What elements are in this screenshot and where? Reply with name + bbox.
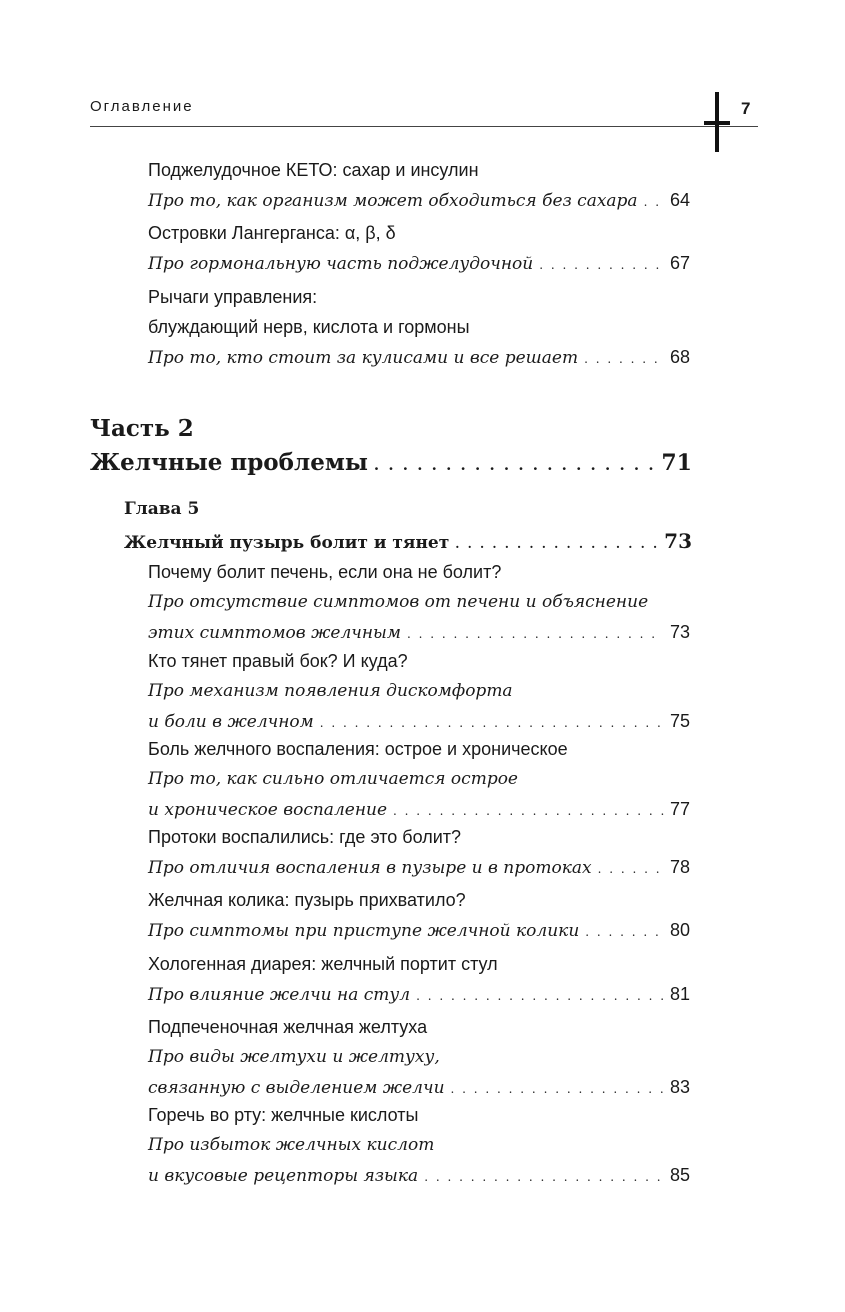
toc-entry-description: Про то, кто стоит за кулисами и все решает xyxy=(148,348,579,368)
toc-entry-title: Подпеченочная желчная желтуха xyxy=(148,1017,428,1037)
toc-entry-title: Протоки воспалились: где это болит? xyxy=(148,827,462,847)
toc-entry-description: Про избыток желчных кислот xyxy=(148,1135,435,1155)
toc-entry-description-line2: этих симптомов желчным xyxy=(148,623,401,643)
toc-entry-page: 73 xyxy=(669,622,690,642)
toc-entry-description: Про то, как организм может обходиться без сахара xyxy=(148,191,638,211)
toc-entry xyxy=(148,822,690,882)
part-page: 71 xyxy=(661,450,692,476)
toc-entry-title-line2: блуждающий нерв, кислота и гормоны xyxy=(148,317,470,337)
header-rule xyxy=(90,126,758,127)
part-heading xyxy=(90,412,692,480)
leader-dots xyxy=(416,980,664,1011)
toc-entry-description-line2: и хроническое воспаление xyxy=(148,800,388,820)
toc-entry-title: Поджелудочное КЕТО: сахар и инсулин xyxy=(148,160,479,180)
toc-entry xyxy=(148,734,690,824)
leader-dots xyxy=(584,343,664,374)
chapter-page: 73 xyxy=(664,529,692,553)
toc-entry xyxy=(148,1012,690,1102)
toc-entry-page: 78 xyxy=(669,857,690,877)
chapter-label: Глава 5 xyxy=(124,499,200,519)
toc-entry-description: Про влияние желчи на стул xyxy=(148,985,411,1005)
toc-entry xyxy=(148,1100,690,1190)
toc-entry-page: 64 xyxy=(669,190,690,210)
toc-entry-page: 85 xyxy=(669,1165,690,1185)
toc-entry-page: 80 xyxy=(669,920,690,940)
toc-entry-description: Про то, как сильно отличается острое xyxy=(148,769,518,789)
toc-entry-title: Желчная колика: пузырь прихватило? xyxy=(148,890,466,910)
toc-entry xyxy=(148,155,690,215)
toc-entry-description: Про гормональную часть поджелудочной xyxy=(148,254,534,274)
toc-entry-description-line2: и вкусовые рецепторы языка xyxy=(148,1166,419,1186)
page-number: 7 xyxy=(741,99,751,118)
toc-entry-description: Про отсутствие симптомов от печени и объяснение xyxy=(148,592,649,612)
toc-entry-page: 68 xyxy=(669,347,690,367)
leader-dots xyxy=(598,853,664,884)
toc-entry-title: Боль желчного воспаления: острое и хроническое xyxy=(148,739,568,759)
toc-entry xyxy=(148,218,690,278)
toc-entry-title: Островки Лангерганса: α, β, δ xyxy=(148,223,396,243)
leader-dots xyxy=(407,618,664,649)
part-label: Часть 2 xyxy=(90,415,194,442)
leader-dots xyxy=(585,916,664,947)
leader-dots xyxy=(539,249,664,280)
toc-entry-page: 67 xyxy=(669,253,690,273)
leader-dots xyxy=(374,446,655,482)
toc-entry-title: Хологенная диарея: желчный портит стул xyxy=(148,954,498,974)
running-header-title: Оглавление xyxy=(90,98,194,115)
toc-entry-description: Про симптомы при приступе желчной колики xyxy=(148,921,580,941)
toc-entry-page: 81 xyxy=(669,984,690,1004)
toc-entry-description: Про виды желтухи и желтуху, xyxy=(148,1047,440,1067)
toc-entry xyxy=(148,646,690,736)
toc-entry-description-line2: и боли в желчном xyxy=(148,712,314,732)
toc-entry-title: Рычаги управления: xyxy=(148,287,318,307)
toc-entry-description: Про отличия воспаления в пузыре и в протоках xyxy=(148,858,592,878)
toc-entry-title: Горечь во рту: желчные кислоты xyxy=(148,1105,419,1125)
toc-entry xyxy=(148,885,690,945)
toc-entry-page: 77 xyxy=(669,799,690,819)
crop-mark-plus-icon xyxy=(704,92,730,152)
leader-dots xyxy=(644,186,664,217)
toc-entry-description: Про механизм появления дискомфорта xyxy=(148,681,513,701)
part-title: Желчные проблемы xyxy=(90,449,368,476)
toc-entry-page: 75 xyxy=(669,711,690,731)
toc-entry-title: Кто тянет правый бок? И куда? xyxy=(148,651,408,671)
chapter-title: Желчный пузырь болит и тянет xyxy=(124,533,450,553)
leader-dots xyxy=(424,1161,664,1192)
toc-entry-title: Почему болит печень, если она не болит? xyxy=(148,562,502,582)
toc-entry xyxy=(148,557,690,647)
toc-entry-page: 83 xyxy=(669,1077,690,1097)
toc-entry-description-line2: связанную с выделением желчи xyxy=(148,1078,445,1098)
leader-dots xyxy=(455,527,658,560)
toc-entry xyxy=(148,282,690,372)
chapter-heading xyxy=(124,493,692,557)
toc-entry xyxy=(148,949,690,1009)
